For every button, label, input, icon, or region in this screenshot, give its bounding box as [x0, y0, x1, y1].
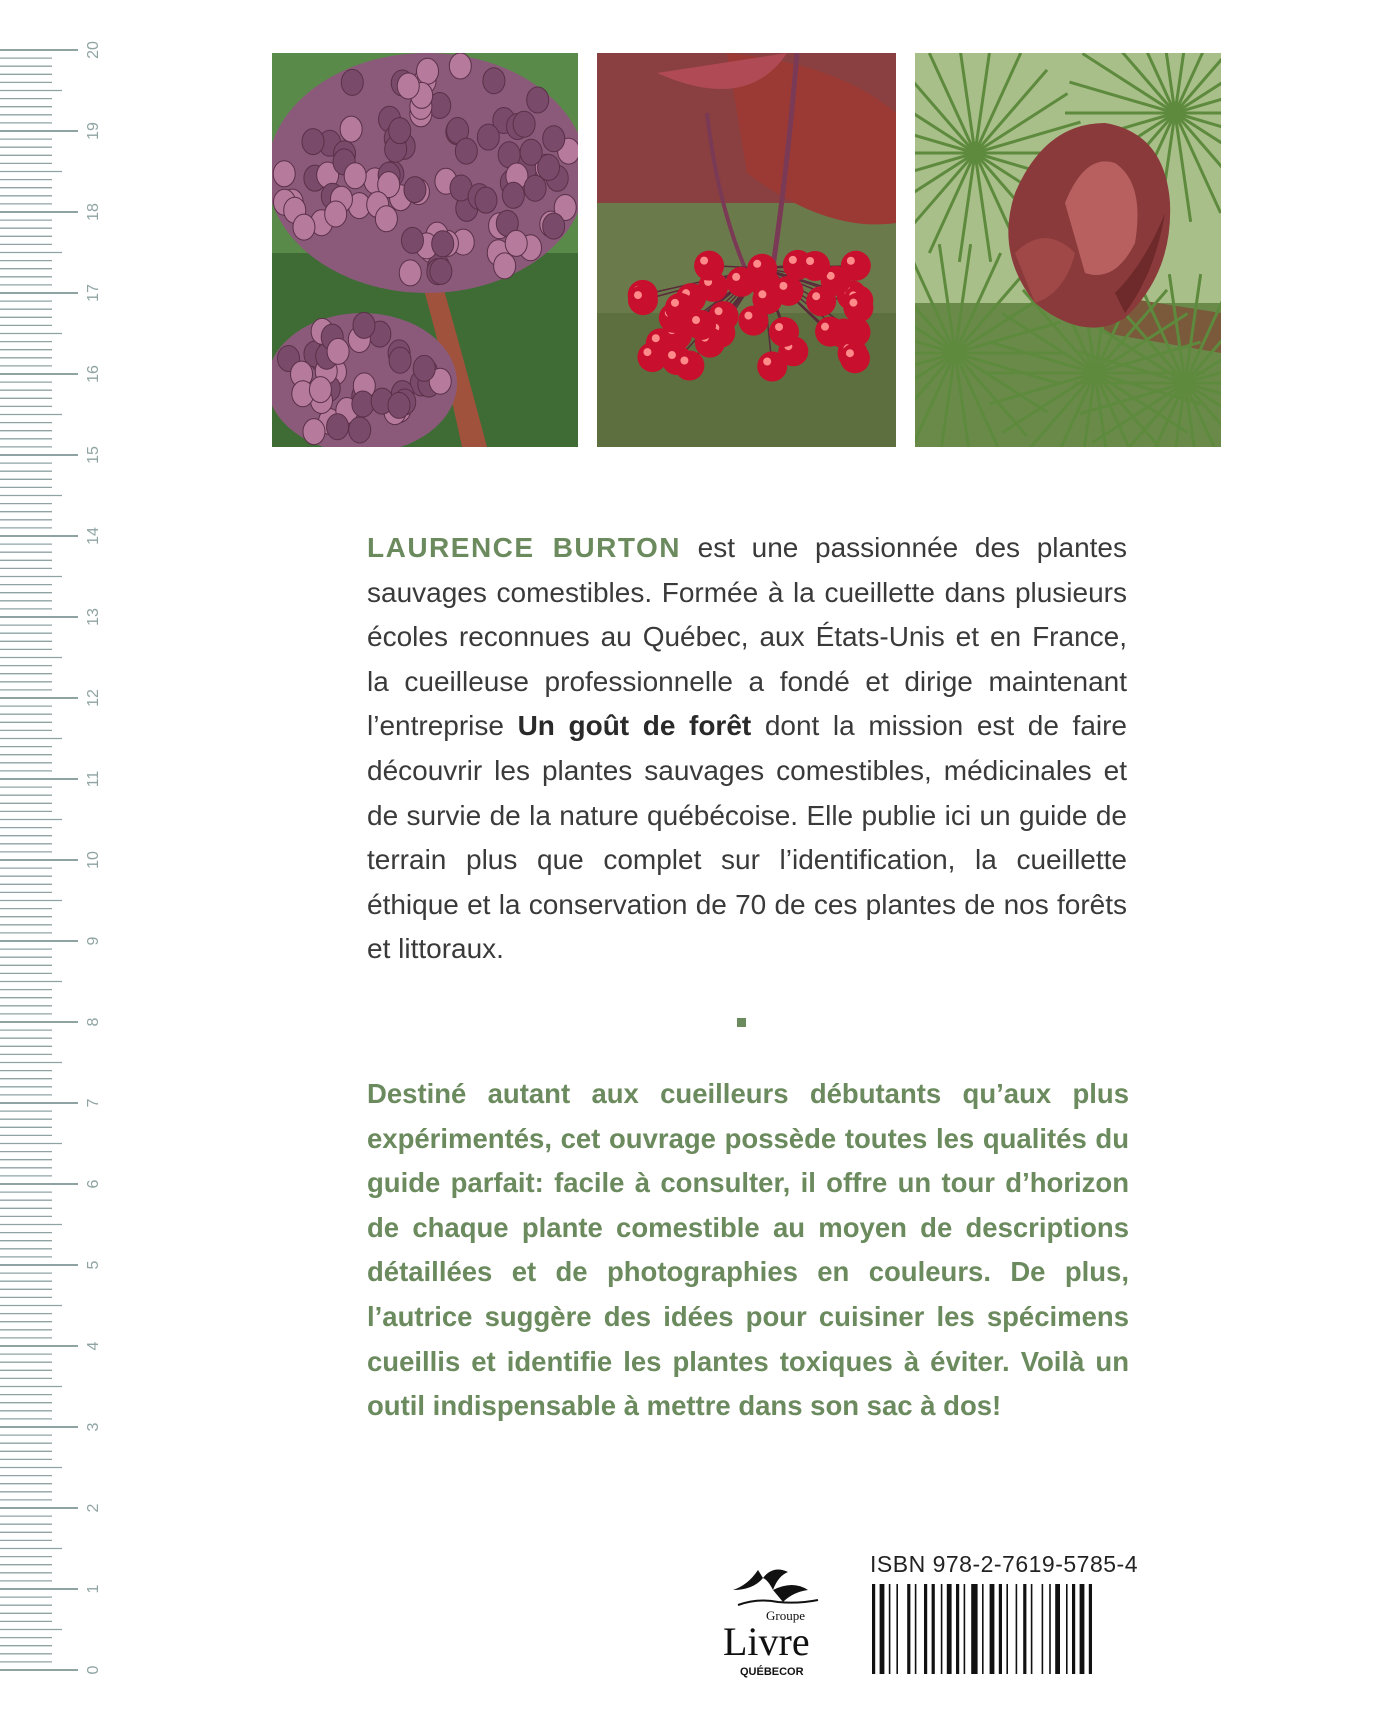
ruler: [0, 0, 130, 1723]
section-divider: [737, 1018, 746, 1027]
ruler-label: 4: [85, 1341, 102, 1351]
ruler-label: 10: [85, 851, 102, 869]
ruler-label: 3: [85, 1422, 102, 1432]
author-bio: [367, 526, 1127, 972]
publisher-logo: [718, 1560, 848, 1680]
logo-quebecor: QUÉBECOR: [740, 1666, 804, 1678]
conifer-cone-photo: [915, 53, 1221, 447]
ruler-label: 19: [85, 122, 102, 140]
ruler-label: 11: [85, 770, 102, 788]
author-name: LAURENCE BURTON: [367, 532, 681, 563]
ruler-label: 18: [85, 203, 102, 221]
ruler-label: 8: [85, 1017, 102, 1027]
ruler-label: 15: [85, 446, 102, 464]
ruler-label: 14: [85, 527, 102, 545]
ruler-label: 9: [85, 936, 102, 946]
logo-groupe: Groupe: [766, 1608, 805, 1623]
ruler-label: 0: [85, 1665, 102, 1675]
ruler-label: 2: [85, 1503, 102, 1513]
ruler-label: 20: [85, 41, 102, 59]
flower-buds-photo: [272, 53, 578, 447]
ruler-label: 5: [85, 1260, 102, 1270]
isbn-number: ISBN 978-2-7619-5785-4: [870, 1551, 1138, 1577]
red-berries-photo: [597, 53, 896, 447]
barcode: [872, 1584, 1128, 1674]
logo-livre: Livre: [723, 1619, 810, 1664]
ruler-label: 17: [85, 284, 102, 302]
ruler-label: 6: [85, 1179, 102, 1189]
bio-text-1: est une passionnée des plantes sauvages comestibles. Formée à la cueillette dans plusieurs écoles reconnues au Québec, aux États-Unis et en France, la cueilleuse professionnelle a fondé et dirige maintenant l’entreprise: [367, 532, 1127, 742]
ruler-label: 16: [85, 365, 102, 383]
book-blurb: Destiné autant aux cueilleurs débutants qu’aux plus expérimentés, cet ouvrage possède toutes les qualités du guide parfait: facile à consulter, il offre un tour d’horizon de chaque plante comestible au moyen de descriptions détaillées et de photographies en couleurs. De plus, l’autrice suggère des idées pour cuisiner les spécimens cueillis et identifie les plantes toxiques à éviter. Voilà un outil indispensable à mettre dans son sac à dos!: [367, 1078, 1129, 1422]
company-name: Un goût de forêt: [517, 710, 752, 742]
ruler-label: 13: [85, 608, 102, 626]
bio-text-2: dont la mission est de faire découvrir les plantes sauvages comestibles, médicinales et de survie de la nature québécoise. Elle publie ici un guide de terrain plus que complet sur l’identification, la cueillette éthique et la conservation de 70 de ces plantes de nos forêts et littoraux.: [367, 710, 1128, 965]
ruler-label: 1: [85, 1584, 102, 1594]
ruler-label: 12: [85, 689, 102, 707]
ruler-label: 7: [85, 1098, 102, 1108]
